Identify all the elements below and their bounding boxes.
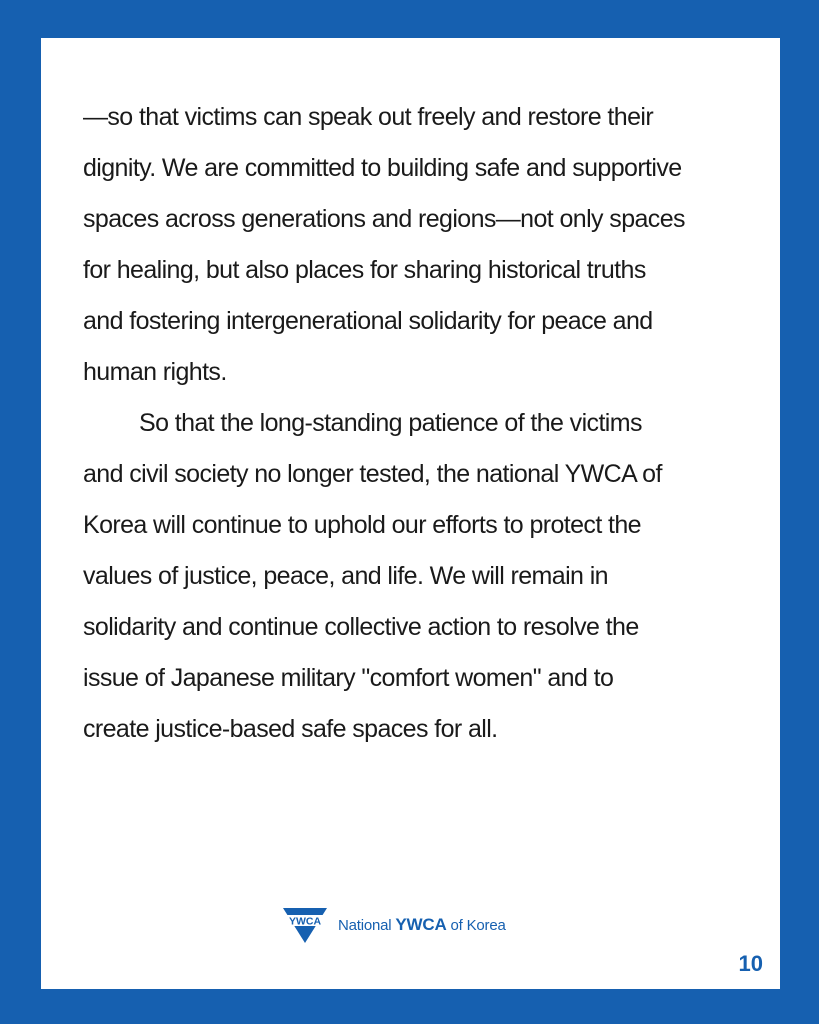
org-suffix: of Korea (450, 917, 506, 934)
org-name (338, 915, 506, 935)
ywca-logo-icon (281, 906, 329, 944)
page-number: 10 (738, 951, 763, 976)
logo-mark-text: YWCA (288, 915, 322, 928)
body-text (83, 92, 763, 755)
page-card (41, 38, 780, 989)
paragraph-1: —so that victims can speak out freely and restore their dignity. We are committed to building safe and supportive spaces across generations and regions—not only spaces for healing, but also places for sharing historical truths and fostering intergenerational solidarity for peace and human rights. (83, 103, 685, 386)
paragraph-2: So that the long-standing patience of the victims and civil society no longer tested, the national YWCA of Korea will continue to uphold our efforts to protect the values of justice, peace, and life. We will remain in solidarity and continue collective action to resolve the issue of Japanese military "comfort women" and to create justice-based safe spaces for all. (83, 409, 662, 743)
org-prefix: National (338, 917, 392, 934)
footer-logo (281, 906, 506, 944)
org-name-bold: YWCA (395, 915, 447, 934)
